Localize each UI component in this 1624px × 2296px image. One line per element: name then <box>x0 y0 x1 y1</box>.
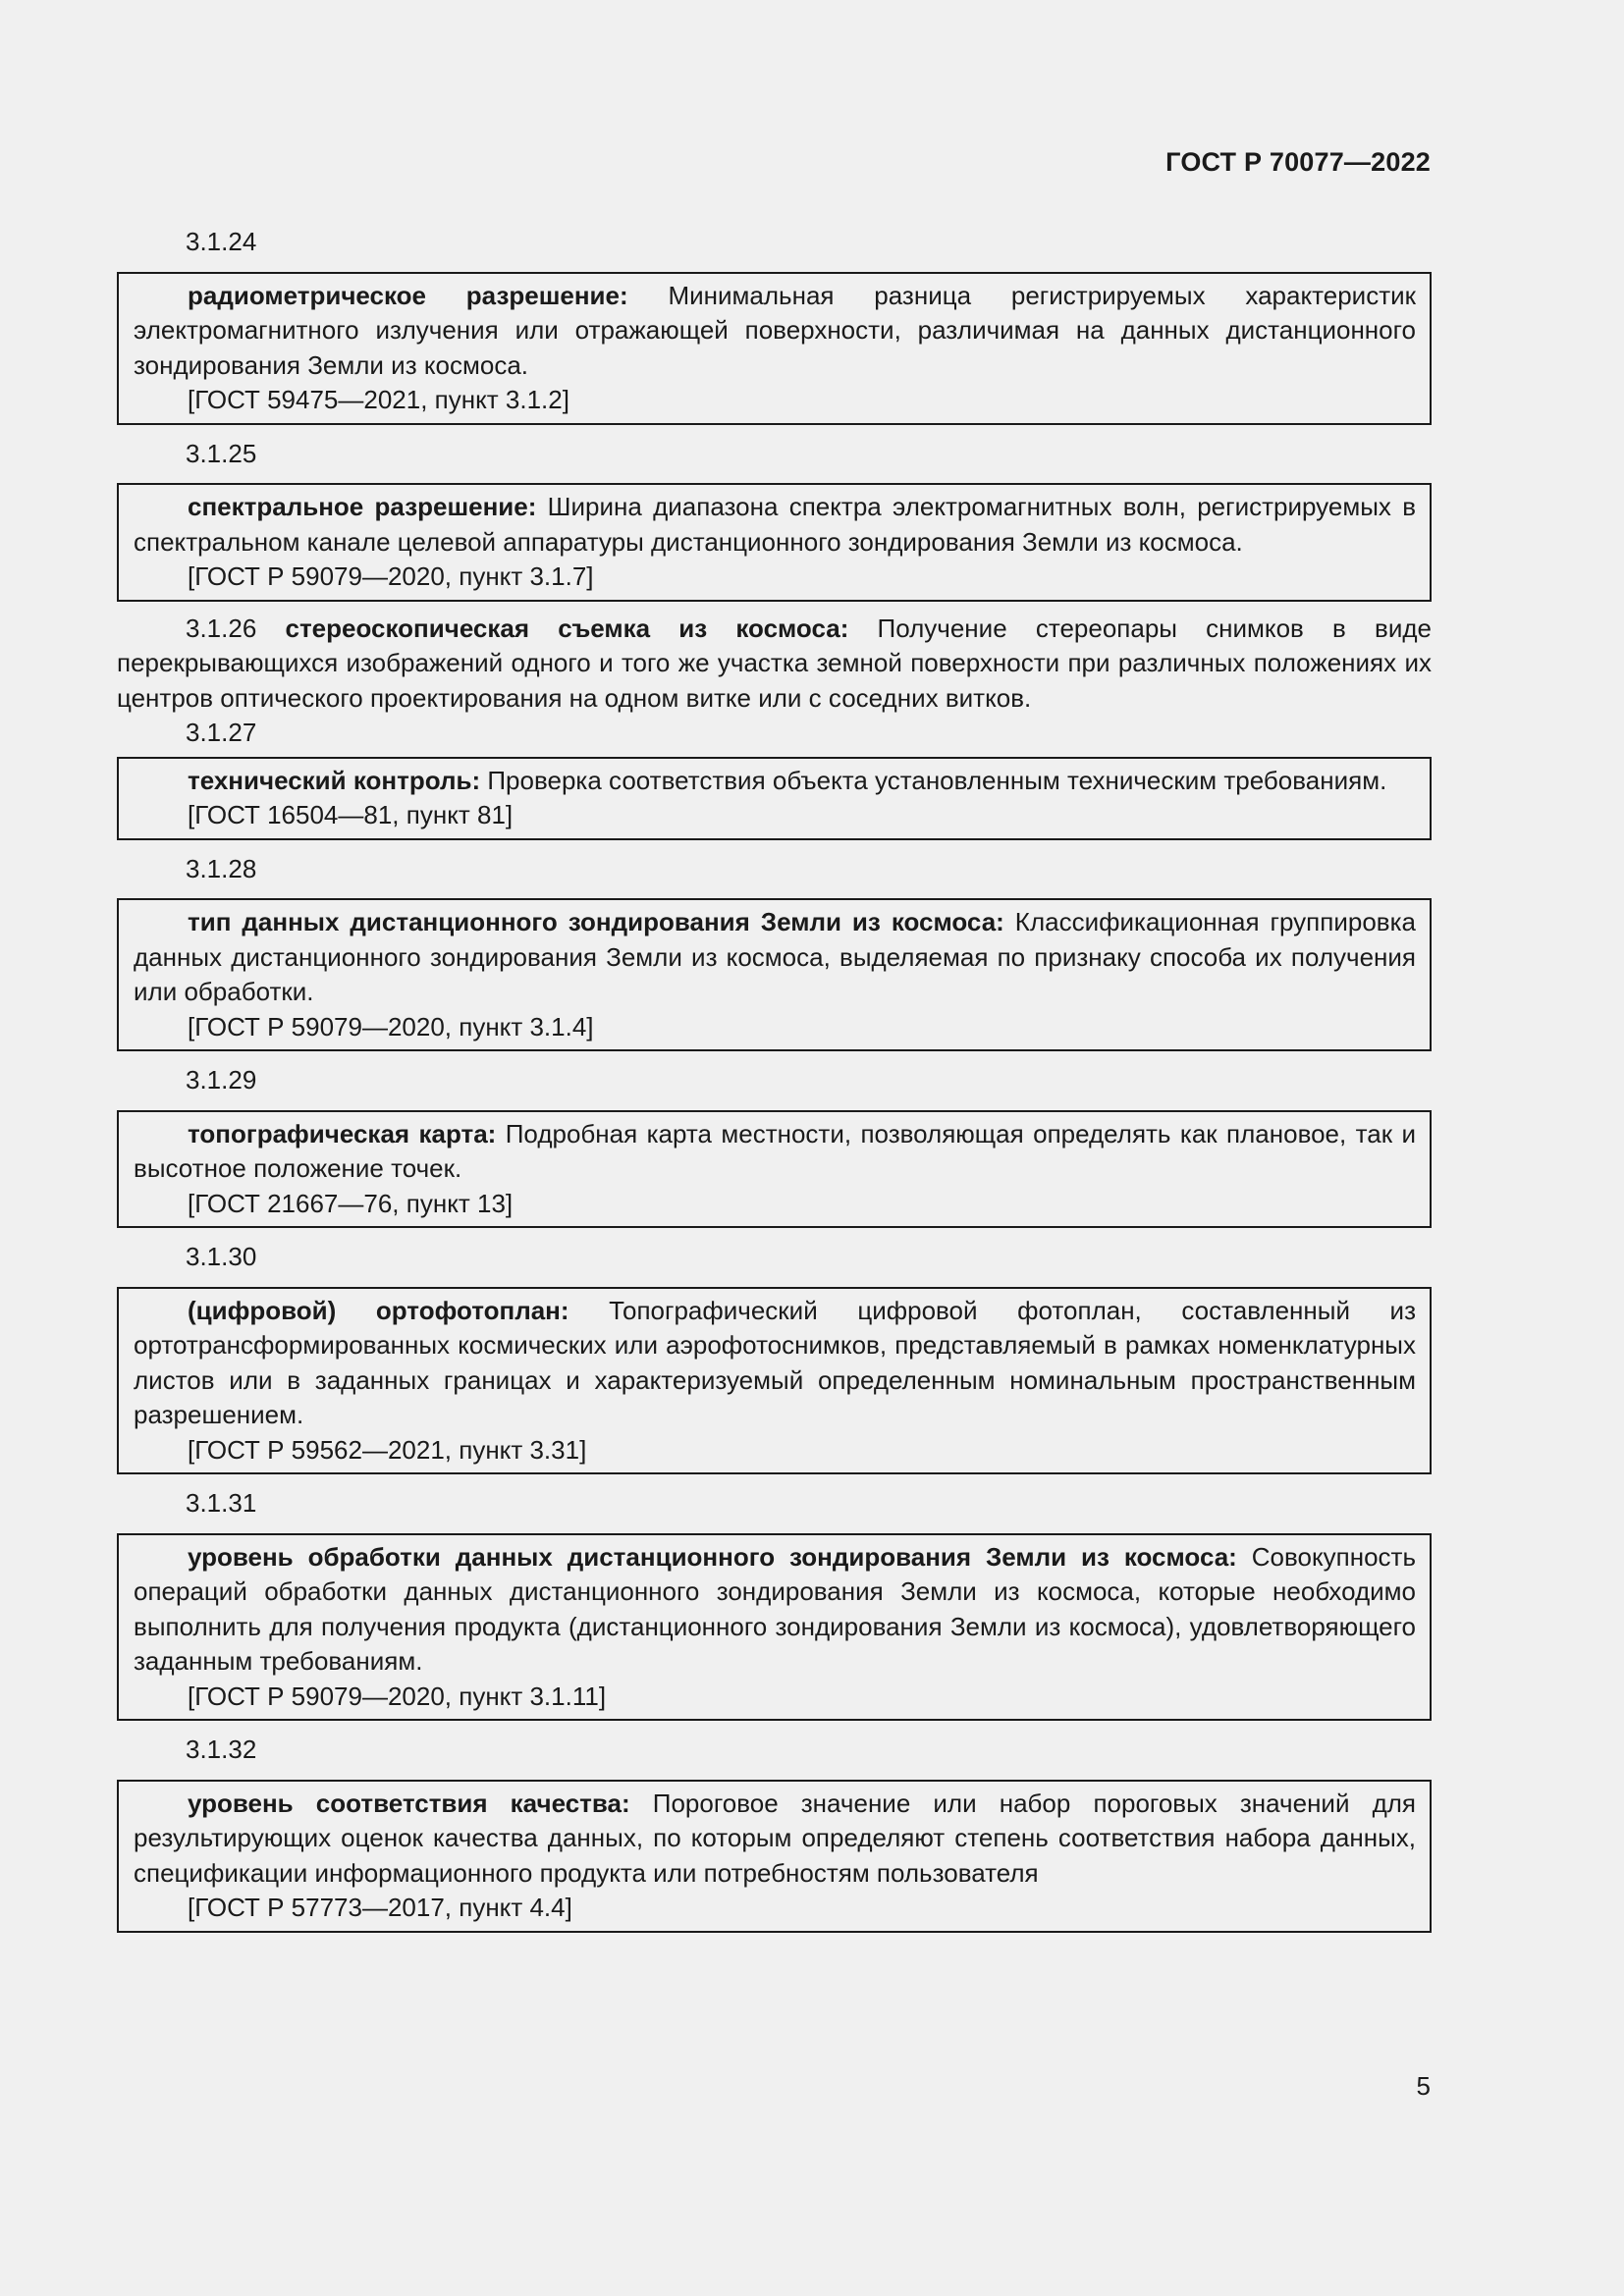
definition-paragraph <box>134 905 1416 1010</box>
definition-text: Совокупность операций обработки данных дистанционного зондирования Земли из космоса, которые необходимо выполнить для получения продукта (дистанционного зондирования Земли из космоса), удовлетворяющего заданным требованиям. <box>134 1541 1416 1676</box>
definition-text: Ширина диапазона спектра электромагнитных волн, регистрируемых в спектральном канале целевой аппаратуры дистанционного зондирования Земли из космоса. <box>134 492 1417 557</box>
entry-number: 3.1.25 <box>186 438 257 468</box>
definition-paragraph <box>134 279 1416 384</box>
source-reference: [ГОСТ 21667—76, пункт 13] <box>188 1188 514 1218</box>
source-reference: [ГОСТ Р 59079—2020, пункт 3.1.7] <box>188 561 594 591</box>
term: радиометрическое разрешение: <box>188 280 628 310</box>
entry-number: 3.1.32 <box>186 1735 257 1764</box>
entry-number: 3.1.30 <box>186 1242 257 1271</box>
term-definition-box <box>117 898 1432 1051</box>
definition-text: Подробная карта местности, позволяющая определять как плановое, так и высотное положение точек. <box>134 1118 1416 1183</box>
document-code: ГОСТ Р 70077—2022 <box>1165 147 1431 177</box>
definition-text: Проверка соответствия объекта установленным техническим требованиям. <box>480 765 1387 795</box>
term: технический контроль: <box>188 765 481 795</box>
term: (цифровой) ортофотоплан: <box>188 1295 569 1325</box>
source-reference: [ГОСТ Р 59079—2020, пункт 3.1.11] <box>188 1681 607 1711</box>
entry-number: 3.1.26 <box>186 613 257 643</box>
term-definition-box <box>117 1780 1432 1933</box>
definition-paragraph <box>117 612 1432 717</box>
definition-paragraph <box>134 1294 1416 1433</box>
entry-number: 3.1.28 <box>186 853 257 883</box>
term-definition-box <box>117 757 1432 840</box>
source-reference: [ГОСТ Р 59562—2021, пункт 3.31] <box>188 1434 587 1465</box>
term-definition-box <box>117 272 1432 425</box>
term: уровень соответствия качества: <box>188 1788 630 1818</box>
term-definition-box <box>117 1287 1432 1475</box>
definition-paragraph <box>134 1117 1416 1187</box>
entry-number: 3.1.31 <box>186 1488 257 1518</box>
definition-paragraph <box>134 490 1416 560</box>
term: топографическая карта: <box>188 1118 497 1148</box>
term: тип данных дистанционного зондирования Земли из космоса: <box>188 907 1004 936</box>
term: стереоскопическая съемка из космоса: <box>285 613 849 643</box>
definition-text: Классификационная группировка данных дистанционного зондирования Земли из космоса, выделяемая по признаку способа их получения или обработки. <box>134 907 1416 1006</box>
source-reference: [ГОСТ 59475—2021, пункт 3.1.2] <box>188 385 569 414</box>
definition-paragraph <box>134 1787 1416 1892</box>
term-definition-box <box>117 1533 1432 1722</box>
term-definition-box <box>117 1110 1432 1229</box>
term: уровень обработки данных дистанционного зондирования Земли из космоса: <box>188 1541 1237 1572</box>
definition-paragraph <box>134 1540 1416 1680</box>
source-reference: [ГОСТ 16504—81, пункт 81] <box>188 800 514 829</box>
definition-paragraph <box>134 764 1416 799</box>
page-number: 5 <box>1416 2071 1431 2101</box>
terms-list <box>117 225 1432 1945</box>
source-reference: [ГОСТ Р 59079—2020, пункт 3.1.4] <box>188 1011 594 1041</box>
entry-number: 3.1.27 <box>186 718 257 747</box>
plain-definition <box>117 612 1432 717</box>
definition-text: Топографический цифровой фотоплан, составленный из ортотрансформированных космических или аэрофотоснимков, представляемый в рамках номенклатурных листов или в заданных границах и характеризуемый определенным номинальным пространственным разрешением. <box>134 1295 1416 1429</box>
entry-number: 3.1.24 <box>186 227 257 256</box>
definition-text: Минимальная разница регистрируемых характеристик электромагнитного излучения или отражающей поверхности, различимая на данных дистанционного зондирования Земли из космоса. <box>134 280 1416 380</box>
definition-text: Получение стереопары снимков в виде перекрывающихся изображений одного и того же участка земной поверхности при различных положениях их центров оптического проектирования на одном витке или с соседних витков. <box>117 613 1432 713</box>
definition-text: Пороговое значение или набор пороговых значений для результирующих оценок качества данных, по которым определяют степень соответствия набора данных, спецификации информационного продукта или потребностям пользователя <box>134 1788 1416 1888</box>
term: спектральное разрешение: <box>188 492 537 521</box>
entry-number: 3.1.29 <box>186 1065 257 1095</box>
term-definition-box <box>117 483 1432 602</box>
source-reference: [ГОСТ Р 57773—2017, пункт 4.4] <box>188 1893 572 1922</box>
